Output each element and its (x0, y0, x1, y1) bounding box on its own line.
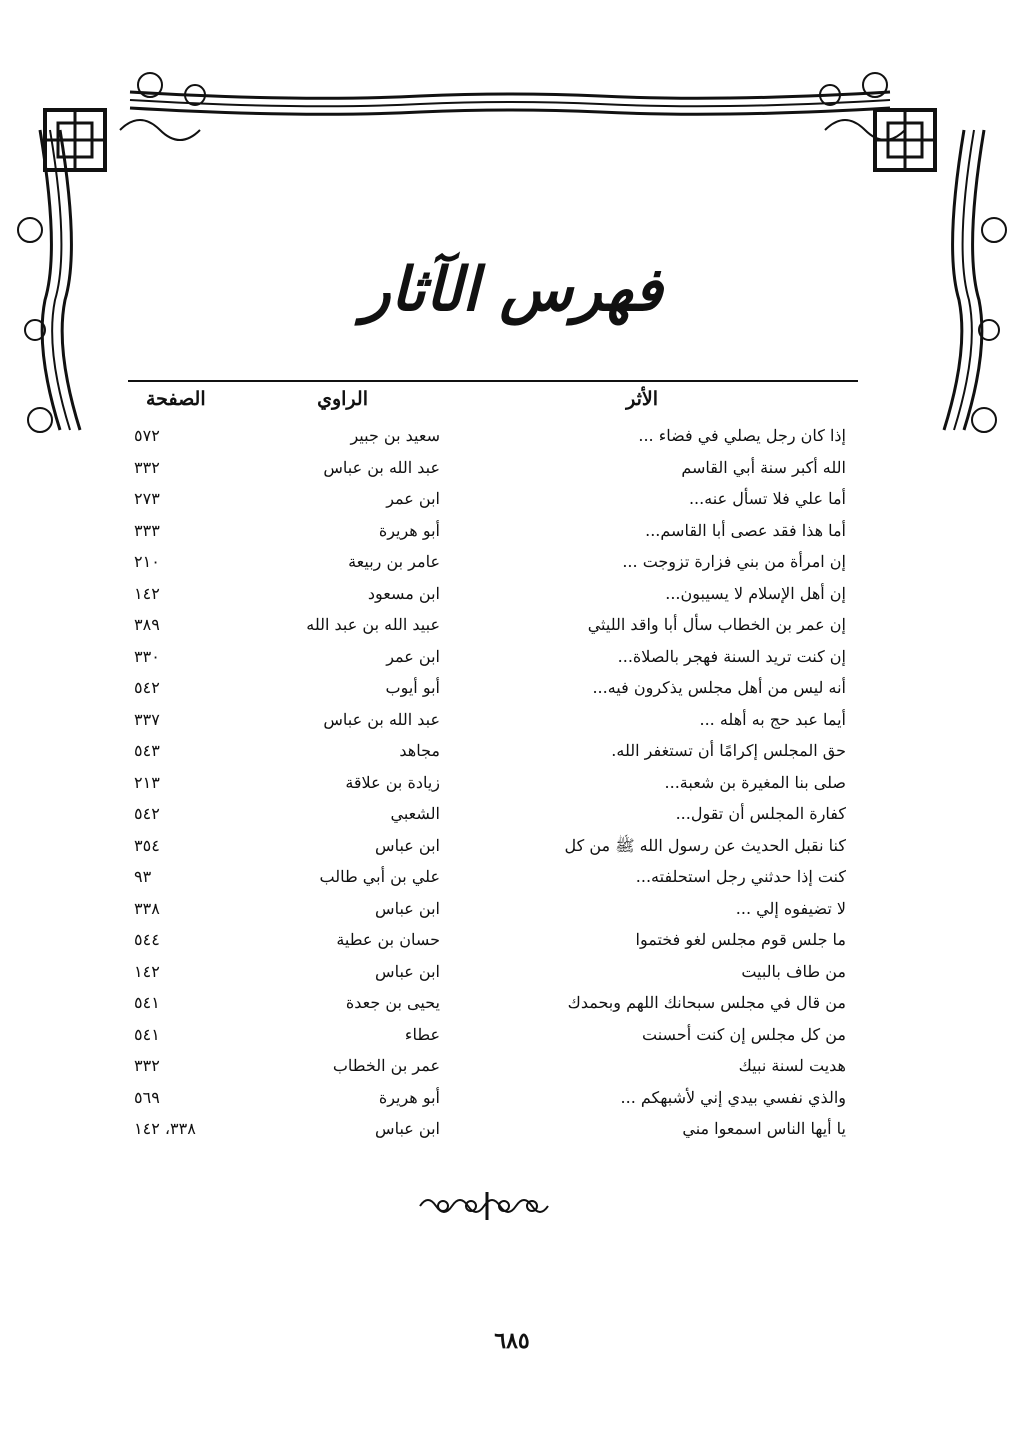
athar-text: إن أهل الإسلام لا يسيبون... (665, 583, 846, 603)
page-ref: ١٤٢ (134, 961, 160, 981)
table-top-rule (128, 380, 858, 382)
athar-text: لا تضيفوه إلي ... (735, 898, 846, 918)
page-ref: ٣٣٠ (134, 646, 160, 666)
page-ref: ٣٣٧ (134, 709, 160, 729)
rawi-name: حسان بن عطية (336, 930, 440, 949)
page-ref: ٥٤٣ (134, 741, 160, 760)
table-header (128, 388, 858, 418)
athar-text: هديت لسنة نبيك (738, 1056, 846, 1075)
table-row (128, 645, 858, 677)
rawi-name: ابن عباس (375, 835, 440, 855)
rawi-name: سعيد بن جبير (350, 426, 440, 445)
table-row (128, 1117, 858, 1149)
header-page: الصفحة (146, 388, 206, 410)
rawi-name: عبيد الله بن عبد الله (306, 615, 440, 634)
athar-text: إن كنت تريد السنة فهجر بالصلاة... (617, 646, 846, 666)
table-row (128, 487, 858, 519)
page-ref: ٥٧٢ (134, 426, 160, 445)
rawi-name: الشعبي (390, 804, 440, 823)
athar-text: من طاف بالبيت (741, 961, 846, 981)
table-row (128, 519, 858, 551)
page-ref: ٥٤٤ (134, 930, 160, 949)
athar-text: أيما عبد حج به أهله ... (699, 709, 846, 729)
table-row (128, 834, 858, 866)
athar-text: يا أيها الناس اسمعوا مني (682, 1119, 846, 1138)
rawi-name: ابن مسعود (367, 583, 440, 603)
page-ref: ٩٣ (134, 867, 152, 886)
page-ref: ٢١٣ (134, 772, 160, 792)
table-row (128, 928, 858, 960)
page-ref: ٥٤١ (134, 993, 160, 1012)
table-row (128, 456, 858, 488)
table-row (128, 865, 858, 897)
page-ref: ٣٣٨، ١٤٢ (134, 1119, 196, 1138)
page-number: ٦٨٥ (494, 1328, 530, 1354)
page-ref: ٥٤١ (134, 1024, 160, 1044)
page-ref: ٥٤٢ (134, 678, 160, 697)
end-ornament (415, 1188, 560, 1224)
rawi-name: عبد الله بن عباس (323, 709, 440, 729)
rawi-name: أبو أيوب (385, 678, 440, 697)
page-ref: ٣٣٣ (134, 520, 160, 540)
table-row (128, 708, 858, 740)
athar-text: إن امرأة من بني فزارة تزوجت ... (622, 552, 846, 571)
page-ref: ٢٧٣ (134, 489, 160, 508)
page-ref: ٣٥٤ (134, 835, 160, 855)
rawi-name: عطاء (404, 1024, 440, 1044)
rawi-name: أبو هريرة (378, 520, 440, 540)
page-ref: ٥٤٢ (134, 804, 160, 823)
athar-text: أما هذا فقد عصى أبا القاسم... (645, 520, 846, 540)
page-title: فهرس الآثار (361, 255, 663, 325)
rawi-name: ابن عباس (375, 961, 440, 981)
index-rows (128, 424, 858, 1149)
table-row (128, 991, 858, 1023)
table-row (128, 1023, 858, 1055)
athar-text: من قال في مجلس سبحانك اللهم وبحمدك (567, 993, 846, 1012)
page-ref: ٣٣٢ (134, 1056, 160, 1075)
athar-text: إذا كان رجل يصلي في فضاء ... (638, 426, 846, 445)
athar-text: أنه ليس من أهل مجلس يذكرون فيه... (592, 678, 846, 697)
athar-text: ما جلس قوم مجلس لغو فختموا (635, 930, 846, 949)
rawi-name: مجاهد (399, 741, 440, 760)
table-row (128, 1086, 858, 1118)
page-ref: ٣٣٢ (134, 457, 160, 477)
rawi-name: زيادة بن علاقة (345, 772, 440, 792)
rawi-name: أبو هريرة (378, 1087, 440, 1107)
table-row (128, 613, 858, 645)
page-ref: ٥٦٩ (134, 1087, 160, 1107)
athar-text: أما علي فلا تسأل عنه... (688, 489, 846, 508)
athar-text: كفارة المجلس أن تقول... (675, 804, 846, 823)
athar-text: صلى بنا المغيرة بن شعبة... (664, 772, 846, 792)
rawi-name: ابن عباس (375, 898, 440, 918)
table-row (128, 897, 858, 929)
rawi-name: ابن عمر (386, 646, 440, 666)
page-ref: ٣٨٩ (134, 615, 160, 634)
rawi-name: عبد الله بن عباس (323, 457, 440, 477)
table-row (128, 550, 858, 582)
athar-text: إن عمر بن الخطاب سأل أبا واقد الليثي (587, 615, 846, 634)
rawi-name: ابن عباس (375, 1119, 440, 1138)
table-row (128, 1054, 858, 1086)
athar-text: حق المجلس إكرامًا أن تستغفر الله. (611, 741, 846, 760)
rawi-name: عمر بن الخطاب (332, 1056, 440, 1075)
table-row (128, 676, 858, 708)
rawi-name: يحيى بن جعدة (345, 993, 440, 1012)
athar-text: من كل مجلس إن كنت أحسنت (641, 1024, 846, 1044)
page-ref: ١٤٢ (134, 583, 160, 603)
table-row (128, 582, 858, 614)
header-athar: الأثر (626, 388, 658, 410)
rawi-name: ابن عمر (386, 489, 440, 508)
table-row (128, 424, 858, 456)
athar-text: كنا نقبل الحديث عن رسول الله ﷺ من كل (564, 835, 846, 855)
table-row (128, 802, 858, 834)
athar-text: الله أكبر سنة أبي القاسم (681, 457, 846, 477)
table-row (128, 771, 858, 803)
page-ref: ٢١٠ (134, 552, 160, 571)
header-rawi: الراوي (317, 388, 368, 410)
table-row (128, 960, 858, 992)
table-row (128, 739, 858, 771)
page-ref: ٣٣٨ (134, 898, 160, 918)
athar-text: كنت إذا حدثني رجل استحلفته... (635, 867, 846, 886)
rawi-name: علي بن أبي طالب (319, 867, 440, 886)
rawi-name: عامر بن ربيعة (348, 552, 440, 571)
athar-text: والذي نفسي بيدي إني لأشبهكم ... (620, 1087, 846, 1107)
